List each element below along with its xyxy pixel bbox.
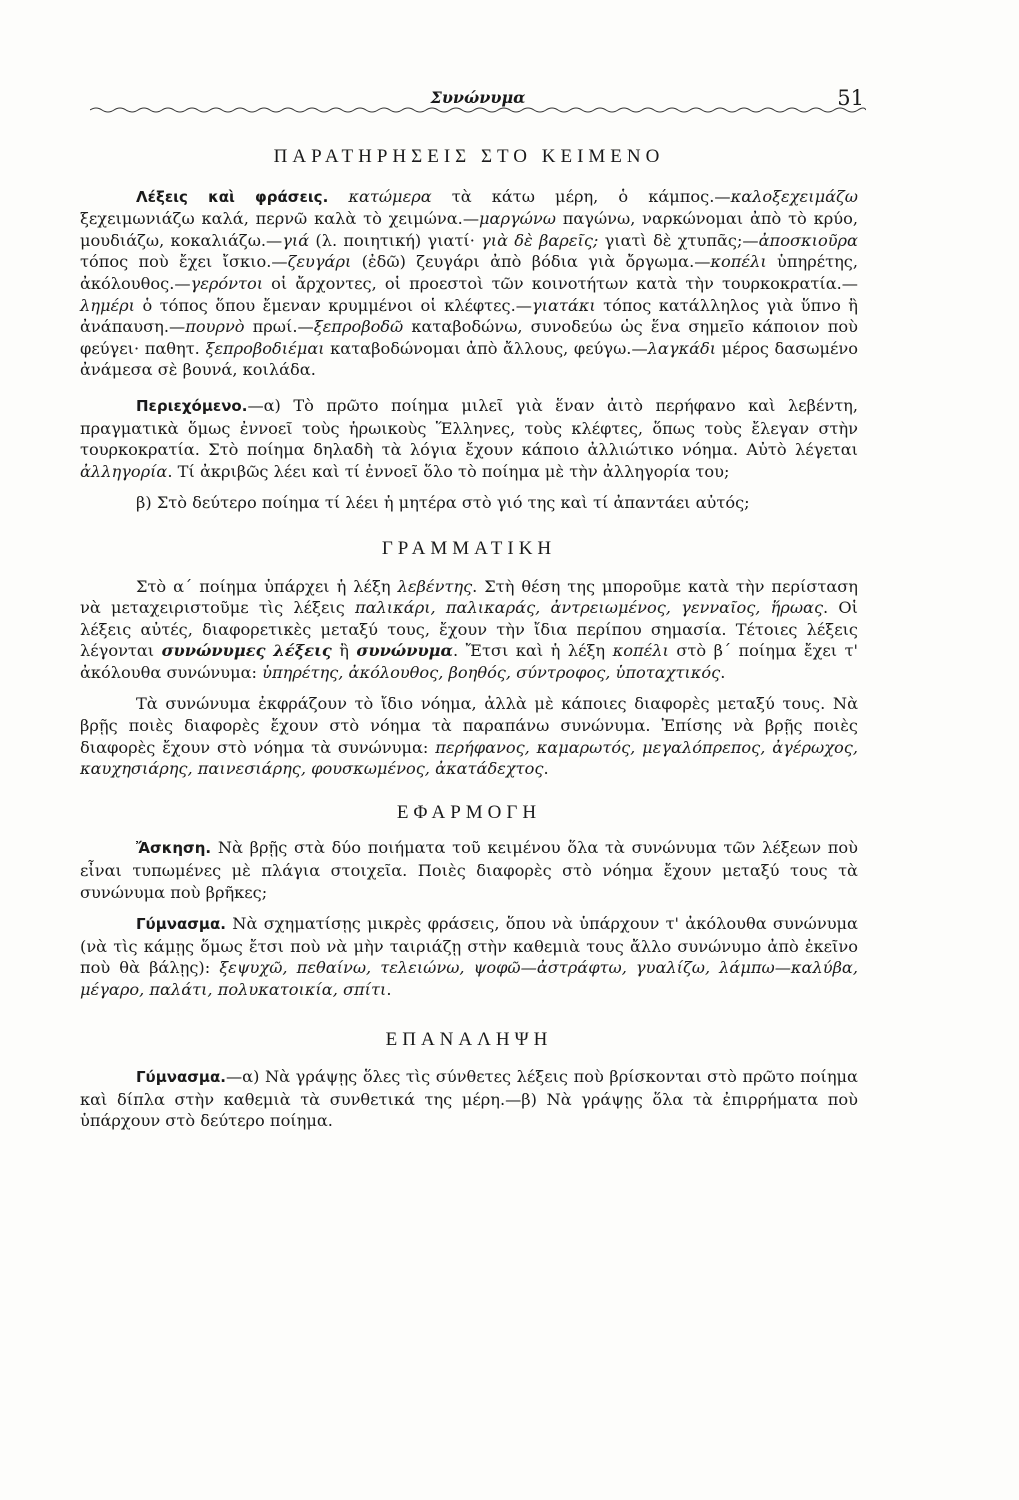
running-title: Συνώνυμα [430, 88, 526, 107]
text-run: . Στὴ θέση της μποροῦμε κατὰ τὴν περίσταση νὰ μεταχειριστοῦμε τὶς λέξεις [80, 576, 859, 618]
text-run: ἀποσκιοῦρα [758, 230, 858, 250]
heading-text-notes: ΠΑΡΑΤΗΡΗΣΕΙΣ ΣΤΟ ΚΕΙΜΕΝΟ [273, 146, 665, 167]
grammar-paragraph-1 [80, 576, 858, 684]
content-paragraph [80, 395, 858, 482]
text-run: ὑπηρέτης, ἀκόλουθος.— [80, 252, 859, 293]
text-run: Νὰ σχηματίσῃς μικρὲς φράσεις, ὅπου νὰ ὑπάρχουν τ' ἀκόλουθα συνώνυμα (νὰ τὶς κάμῃς ὅμως ἔτσι ποὺ νὰ μὴν ταιριάζῃ στὴν καθεμιὰ τους ἄλλο συνώνυμο ἀπὸ ἐκεῖνο ποὺ θὰ βάλῃς): [80, 914, 858, 978]
text-run: καταβοδώνομαι ἀπὸ ἄλλους, φεύγω.— [324, 338, 648, 358]
grammar-paragraph-2 [80, 693, 858, 779]
text-run: Τὰ συνώνυμα ἐκφράζουν τὸ ἴδιο νόημα, ἀλλὰ μὲ κάποιες διαφορὲς μεταξύ τους. Νὰ βρῇς ποιὲς διαφορὲς ἔχουν στὸ νόημα τὰ παραπάνω συνώνυμα. Ἐπίσης νὰ βρῇς ποιὲς διαφορὲς ἔχουν στὸ νόημα τὰ συνώνυμα: [80, 694, 858, 757]
text-run: μέρος δασωμένο ἀνάμεσα σὲ βουνά, κοιλάδα. [80, 338, 858, 380]
text-run: περήφανος, καμαρωτός, μεγαλόπρεπος, ἀγέρωχος, καυχησιάρης, παινεσιάρης, φουσκωμένος, ἀκατάδεχτος [80, 737, 858, 779]
text-run: . [720, 662, 726, 682]
text-run: . [543, 759, 549, 779]
text-run: ζευγάρι [287, 252, 352, 272]
text-run: παλικάρι, παλικαράς, ἀντρειωμένος, γενναῖος, ἥρωας [354, 598, 824, 618]
question-b: β) Στὸ δεύτερο ποίημα τί λέει ἡ μητέρα στὸ γιό της καὶ τί ἀπαντάει αὐτός; [136, 493, 750, 513]
text-run: . [386, 980, 392, 999]
content-label: Περιεχόμενο. [136, 396, 248, 415]
text-run: πουρνὸ [185, 317, 245, 337]
text-run: Στὸ α΄ ποίημα ὑπάρχει ἡ λέξη [136, 576, 398, 596]
text-run: στὸ β΄ ποίημα ἔχει τ' ἀκόλουθα συνώνυμα: [80, 641, 858, 682]
text-run: γιατάκι [531, 295, 596, 315]
text-run: ξεπροβοδῶ [313, 317, 404, 337]
text-run: γερόντοι [190, 273, 264, 293]
text-run: . Τί ἀκριβῶς λέει καὶ τί ἐννοεῖ ὅλο τὸ ποίημα μὲ τὴν ἀλληγορία του; [167, 461, 730, 481]
exercise-paragraph [80, 837, 858, 903]
text-run: μαργώνω [479, 209, 556, 229]
exercise-text: Νὰ βρῇς στὰ δύο ποιήματα τοῦ κειμένου ὅλα τὰ συνώνυμα τῶν λέξεων ποὺ εἶναι τυπωμένες μὲ πλάγια στοιχεῖα. Ποιὲς διαφορὲς στὸ νόημα ἔχουν μεταξύ τους τὰ συνώνυμα ποὺ βρῆκες; [80, 838, 858, 902]
vocabulary-text [80, 187, 858, 380]
text-run: λαγκάδι [647, 338, 717, 358]
text-run: συνώνυμα [356, 641, 453, 661]
text-run: πρωί.— [244, 317, 314, 337]
text-run: καταβοδώνω, συνοδεύω ὡς ἕνα σημεῖο κάποιον ποὺ φεύγει· παθητ. [80, 317, 859, 358]
text-run: τόπος ποὺ ἔχει ἴσκιο.— [80, 252, 288, 272]
text-run: ὁ τόπος ὅπου ἔμεναν κρυμμένοι οἱ κλέφτες.— [135, 295, 532, 315]
text-run: κοπέλι [710, 252, 767, 272]
text-run: ξεψυχῶ, πεθαίνω, τελειώνω, ψοφῶ—ἀστράφτω, γυαλίζω, λάμπω—καλύβα, μέγαρο, παλάτι, πολυκατοικία, σπίτι [80, 958, 859, 999]
practice-label: Γύμνασμα. [136, 915, 226, 934]
body-text [80, 146, 858, 1132]
text-run: (ἐδῶ) ζευγάρι ἀπὸ βόδια γιὰ ὄργωμα.— [351, 252, 711, 272]
text-run: ξεπροβοδιέμαι [205, 338, 325, 358]
text-run: συνώνυμες λέξεις [161, 641, 332, 661]
text-run: καλοξεχειμάζω [730, 186, 858, 206]
running-header [90, 82, 866, 122]
text-run: οἱ ἄρχοντες, οἱ προεστοὶ τῶν κοινοτήτων κατὰ τὴν τουρκοκρατία.— [263, 273, 858, 293]
revision-text: —α) Νὰ γράψῃς ὅλες τὶς σύνθετες λέξεις ποὺ βρίσκονται στὸ πρῶτο ποίημα καὶ δίπλα στὴν καθεμιὰ τὰ συνθετικά της μέρη.—β) Νὰ γράψῃς ὅλα τὰ ἐπιρρήματα ποὺ ὑπάρχουν στὸ δεύτερο ποίημα. [80, 1067, 858, 1131]
practice-paragraph [80, 913, 858, 1000]
heading-application: ΕΦΑΡΜΟΓΗ [396, 801, 542, 823]
exercise-label: Ἄσκηση. [136, 839, 212, 858]
text-run: κοπέλι [612, 641, 669, 661]
text-run: ἢ [331, 641, 357, 661]
revision-label: Γύμνασμα. [136, 1068, 226, 1087]
text-run: λημέρι [80, 295, 136, 315]
heading-grammar: ΓΡΑΜΜΑΤΙΚΗ [381, 537, 557, 559]
text-run: λεβέντης [397, 576, 473, 596]
page-number: 51 [837, 86, 864, 110]
text-run: παγώνω, ναρκώνομαι ἀπὸ τὸ κρύο, μουδιάζω, κοκαλιάζω.— [80, 209, 858, 250]
text-run: γιά [282, 230, 310, 250]
text-run: γιὰ δὲ βαρεῖς; [481, 230, 599, 250]
text-run: κατώμερα [328, 186, 432, 206]
text-run: (λ. ποιητική) γιατί· [309, 230, 482, 250]
text-run: τὰ κάτω μέρη, ὁ κάμπος.— [431, 186, 731, 206]
text-run: τόπος κατάλληλος γιὰ ὕπνο ἢ ἀνάπαυση.— [80, 295, 858, 337]
heading-revision: ΕΠΑΝΑΛΗΨΗ [385, 1028, 553, 1050]
text-run: ὑπηρέτης, ἀκόλουθος, βοηθός, σύντροφος, ὑποταχτικός [262, 662, 721, 682]
text-run: γιατὶ δὲ χτυπᾶς;— [598, 230, 759, 250]
text-run: ξεχειμωνιάζω καλά, περνῶ καλὰ τὸ χειμώνα.— [80, 209, 480, 229]
vocabulary-paragraph [80, 186, 858, 381]
revision-paragraph [80, 1066, 858, 1132]
vocabulary-label: Λέξεις καὶ φράσεις. [136, 187, 329, 206]
text-run: . Οἱ λέξεις αὐτές, διαφορετικὲς μεταξύ τους, ἔχουν τὴν ἴδια περίπου σημασία. Τέτοιες λέξεις λέγονται [80, 598, 858, 661]
text-run: —α) Τὸ πρῶτο ποίημα μιλεῖ γιὰ ἕναν ἀιτὸ περήφανο καὶ λεβέντη, πραγματικὰ ὅμως ἐννοεῖ τοὺς ἡρωικοὺς Ἕλληνες, τοὺς κλέφτες, ὅπως τοὺς ἔλεγαν στὴν τουρκοκρατία. Στὸ ποίημα δηλαδὴ τὰ λόγια ἔχουν κάποιο ἀλλιώτικο νόημα. Αὐτὸ λέγεται [80, 395, 858, 460]
text-run: . Ἔτσι καὶ ἡ λέξη [453, 641, 613, 661]
text-run: ἀλληγορία [80, 461, 168, 481]
